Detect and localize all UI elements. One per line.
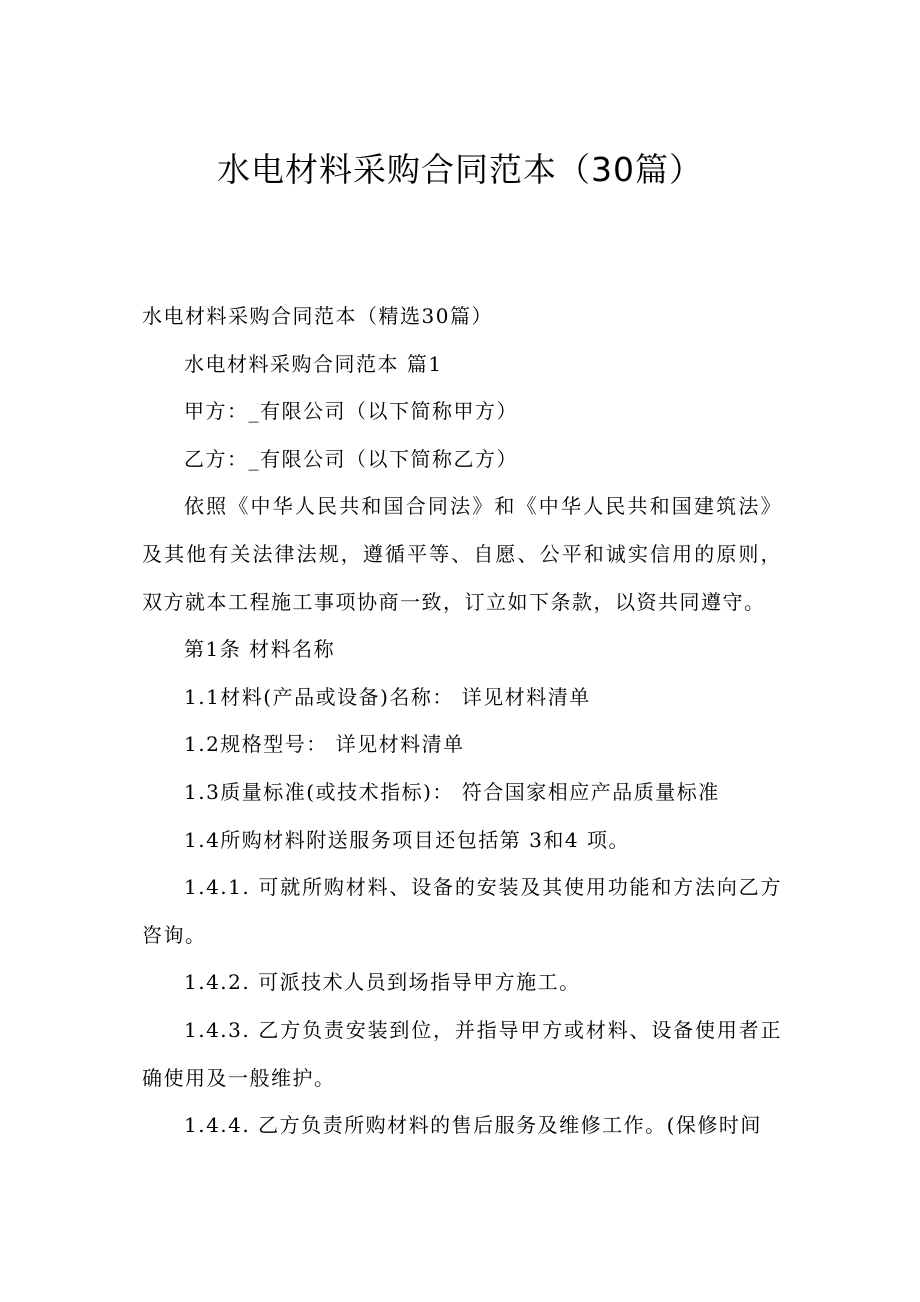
clause-1-4-2: 1.4.2. 可派技术人员到场指导甲方施工。 bbox=[184, 970, 581, 995]
clause-1-2: 1.2规格型号： 详见材料清单 bbox=[184, 732, 465, 757]
document-title: 水电材料采购合同范本（30篇） bbox=[217, 150, 703, 189]
clause-1-3: 1.3质量标准(或技术指标)： 符合国家相应产品质量标准 bbox=[184, 779, 720, 804]
article-1-heading: 第1条 材料名称 bbox=[184, 637, 336, 662]
clause-1-4: 1.4所购材料附送服务项目还包括第 3和4 项。 bbox=[184, 827, 630, 852]
document-body bbox=[142, 293, 782, 1150]
section-heading: 水电材料采购合同范本 篇1 bbox=[184, 351, 443, 376]
party-a-paragraph: 甲方：_有限公司（以下简称甲方） bbox=[184, 399, 518, 424]
preamble-paragraph: 依照《中华人民共和国合同法》和《中华人民共和国建筑法》及其他有关法律法规，遵循平等、自愿、公平和诚实信用的原则，双方就本工程施工事项协商一致，订立如下条款，以资共同遵守。 bbox=[142, 494, 782, 614]
clause-1-4-4: 1.4.4. 乙方负责所购材料的售后服务及维修工作。(保修时间 bbox=[184, 1113, 762, 1138]
clause-1-4-3: 1.4.3. 乙方负责安装到位，并指导甲方或材料、设备使用者正确使用及一般维护。 bbox=[142, 1017, 782, 1090]
subtitle-paragraph: 水电材料采购合同范本（精选30篇） bbox=[142, 304, 493, 328]
clause-1-4-1: 1.4.1. 可就所购材料、设备的安装及其使用功能和方法向乙方咨询。 bbox=[142, 875, 782, 947]
clause-1-1: 1.1材料(产品或设备)名称： 详见材料清单 bbox=[184, 684, 591, 709]
party-b-paragraph: 乙方：_有限公司（以下简称乙方） bbox=[184, 446, 518, 471]
